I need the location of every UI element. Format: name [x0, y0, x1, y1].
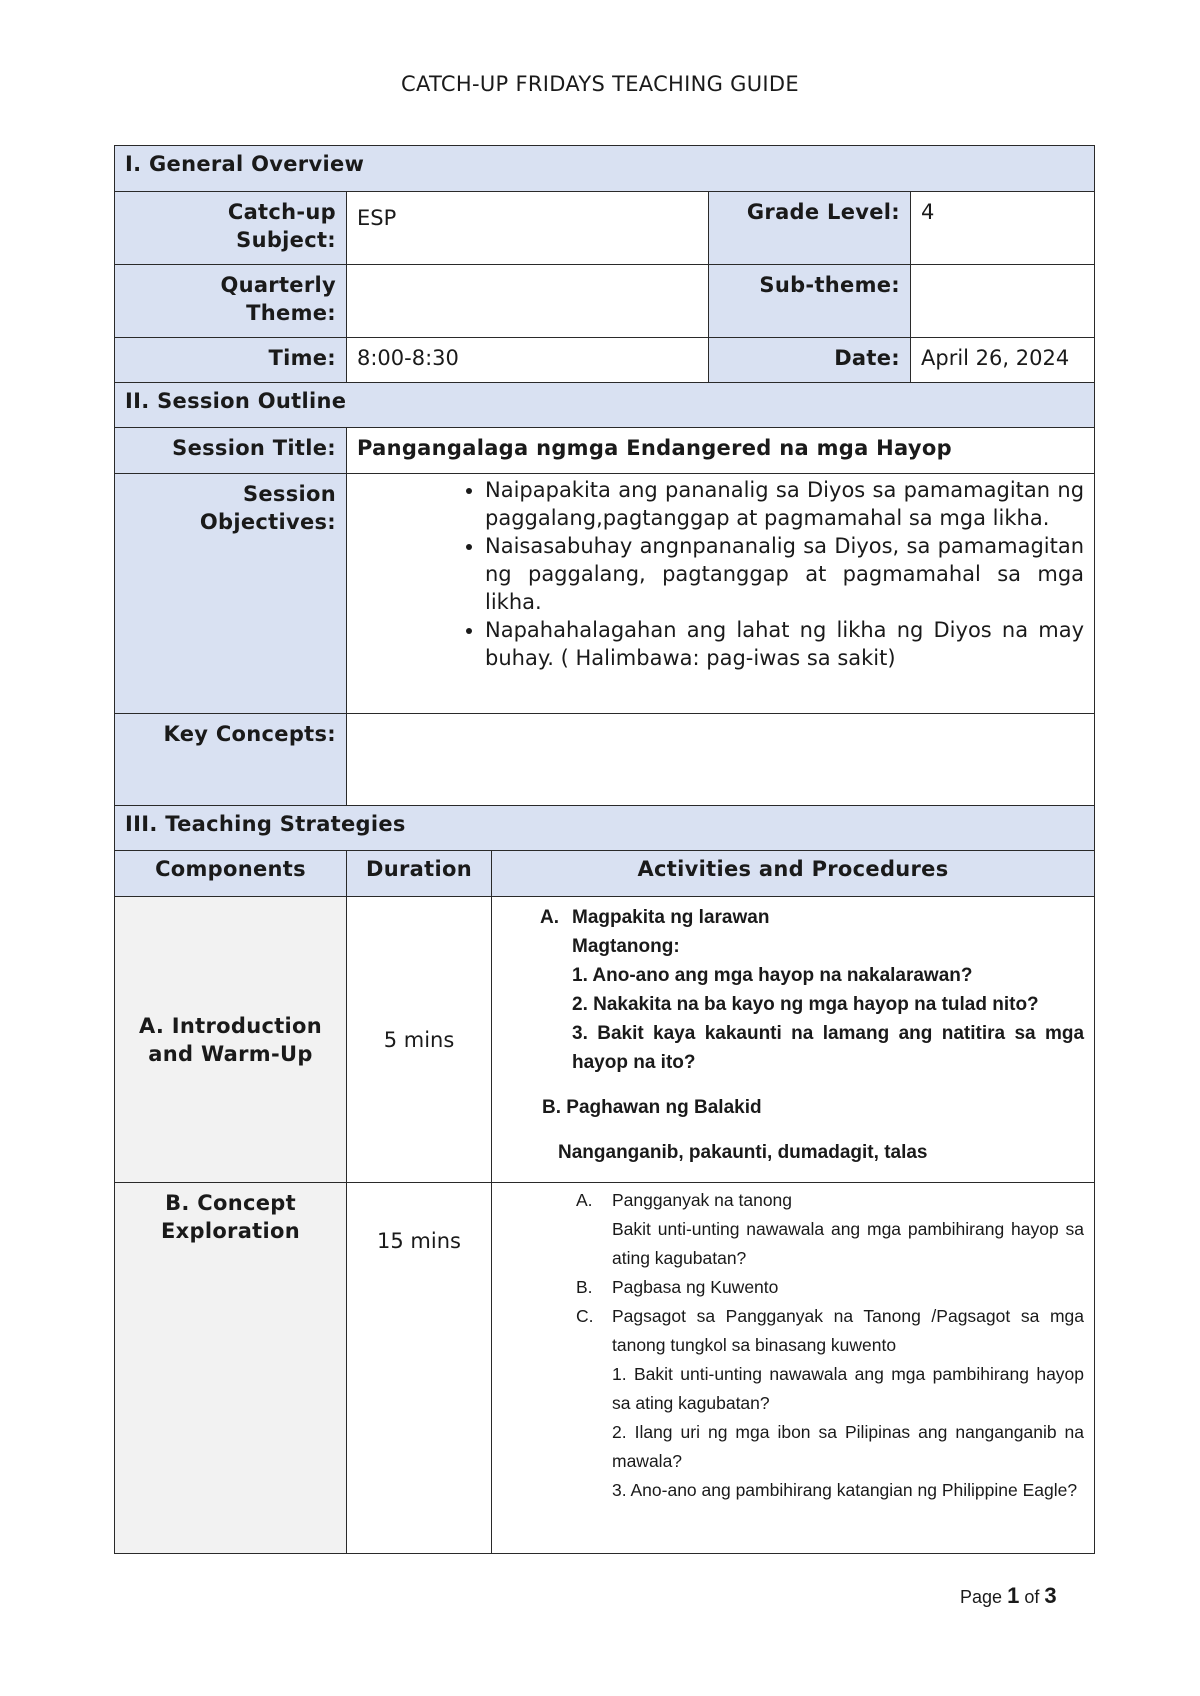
intro-vocabulary: Nanganganib, pakaunti, dumadagit, talas	[558, 1142, 928, 1163]
duration-introduction: 5 mins	[347, 897, 492, 1183]
column-activities: Activities and Procedures	[492, 851, 1095, 897]
page-number	[960, 1583, 1057, 1609]
column-components: Components	[115, 851, 347, 897]
teaching-guide-table	[114, 145, 1095, 1554]
session-title-label: Session Title:	[115, 428, 347, 474]
time-value: 8:00-8:30	[347, 338, 709, 383]
intro-b-title: B. Paghawan ng Balakid	[542, 1097, 762, 1118]
intro-a-title: Magpakita ng larawan	[572, 907, 770, 928]
session-title-value: Pangangalaga ngmga Endangered na mga Hayop	[347, 428, 1095, 474]
section-general-overview: I. General Overview	[115, 146, 1095, 192]
component-introduction: A. Introduction and Warm-Up	[115, 897, 347, 1183]
objectives-list	[357, 476, 1084, 672]
sub-theme-value	[911, 265, 1095, 338]
document-title: CATCH-UP FRIDAYS TEACHING GUIDE	[401, 72, 799, 96]
component-concept-exploration: B. Concept Exploration	[115, 1183, 347, 1554]
concept-a-marker: A.	[576, 1190, 593, 1210]
grade-level-value: 4	[911, 192, 1095, 265]
concept-b-marker: B.	[576, 1277, 593, 1297]
date-label: Date:	[709, 338, 911, 383]
sub-theme-label: Sub-theme:	[709, 265, 911, 338]
quarterly-theme-label: Quarterly Theme:	[115, 265, 347, 338]
grade-level-label: Grade Level:	[709, 192, 911, 265]
activities-concept-exploration	[492, 1183, 1095, 1554]
duration-concept-exploration: 15 mins	[347, 1183, 492, 1554]
quarterly-theme-value	[347, 265, 709, 338]
intro-a-marker: A.	[540, 907, 559, 928]
concept-question: 2. Ilang uri ng mga ibon sa Pilipinas ang nanganganib na mawala?	[612, 1422, 1085, 1471]
subject-label: Catch-up Subject:	[115, 192, 347, 265]
concept-question: 1. Bakit unti-unting nawawala ang mga pambihirang hayop sa ating kagubatan?	[612, 1364, 1085, 1413]
intro-question: 1. Ano-ano ang mga hayop na nakalarawan?	[572, 965, 973, 986]
key-concepts-label: Key Concepts:	[115, 714, 347, 806]
section-teaching-strategies: III. Teaching Strategies	[115, 806, 1095, 851]
page-total: 3	[1044, 1583, 1057, 1608]
time-label: Time:	[115, 338, 347, 383]
concept-a-text: Pangganyak na tanong	[612, 1190, 793, 1210]
objective-item: • Napahahalagahan ang lahat ng likha ng Diyos na may buhay. ( Halimbawa: pag-iwas sa sakit)	[485, 616, 1084, 672]
intro-question: 2. Nakakita na ba kayo ng mga hayop na tulad nito?	[572, 994, 1039, 1015]
objective-item: • Naipapakita ang pananalig sa Diyos sa pamamagitan ng paggalang,pagtanggap at pagmamahal sa mga likha.	[485, 476, 1084, 532]
intro-ask-label: Magtanong:	[572, 936, 680, 957]
session-objectives-cell	[347, 474, 1095, 714]
column-duration: Duration	[347, 851, 492, 897]
concept-c-marker: C.	[576, 1306, 594, 1326]
page-label: Page	[960, 1587, 1003, 1607]
page-of: of	[1024, 1587, 1040, 1607]
intro-question: 3. Bakit kaya kakaunti na lamang ang natitira sa mga hayop na ito?	[572, 1023, 1085, 1073]
date-value: April 26, 2024	[911, 338, 1095, 383]
concept-a-question: Bakit unti-unting nawawala ang mga pambihirang hayop sa ating kagubatan?	[612, 1219, 1085, 1268]
concept-c-text: Pagsagot sa Pangganyak na Tanong /Pagsagot sa mga tanong tungkol sa binasang kuwento	[612, 1306, 1085, 1355]
subject-value: ESP	[347, 192, 709, 265]
activities-introduction	[492, 897, 1095, 1183]
key-concepts-value	[347, 714, 1095, 806]
session-objectives-label: Session Objectives:	[115, 474, 347, 714]
objective-item: • Naisasabuhay angnpananalig sa Diyos, sa pamamagitan ng paggalang, pagtanggap at pagmamahal sa mga likha.	[485, 532, 1084, 616]
concept-b-text: Pagbasa ng Kuwento	[612, 1277, 779, 1297]
section-session-outline: II. Session Outline	[115, 383, 1095, 428]
page-current: 1	[1007, 1583, 1020, 1608]
concept-question: 3. Ano-ano ang pambihirang katangian ng Philippine Eagle?	[612, 1480, 1078, 1500]
